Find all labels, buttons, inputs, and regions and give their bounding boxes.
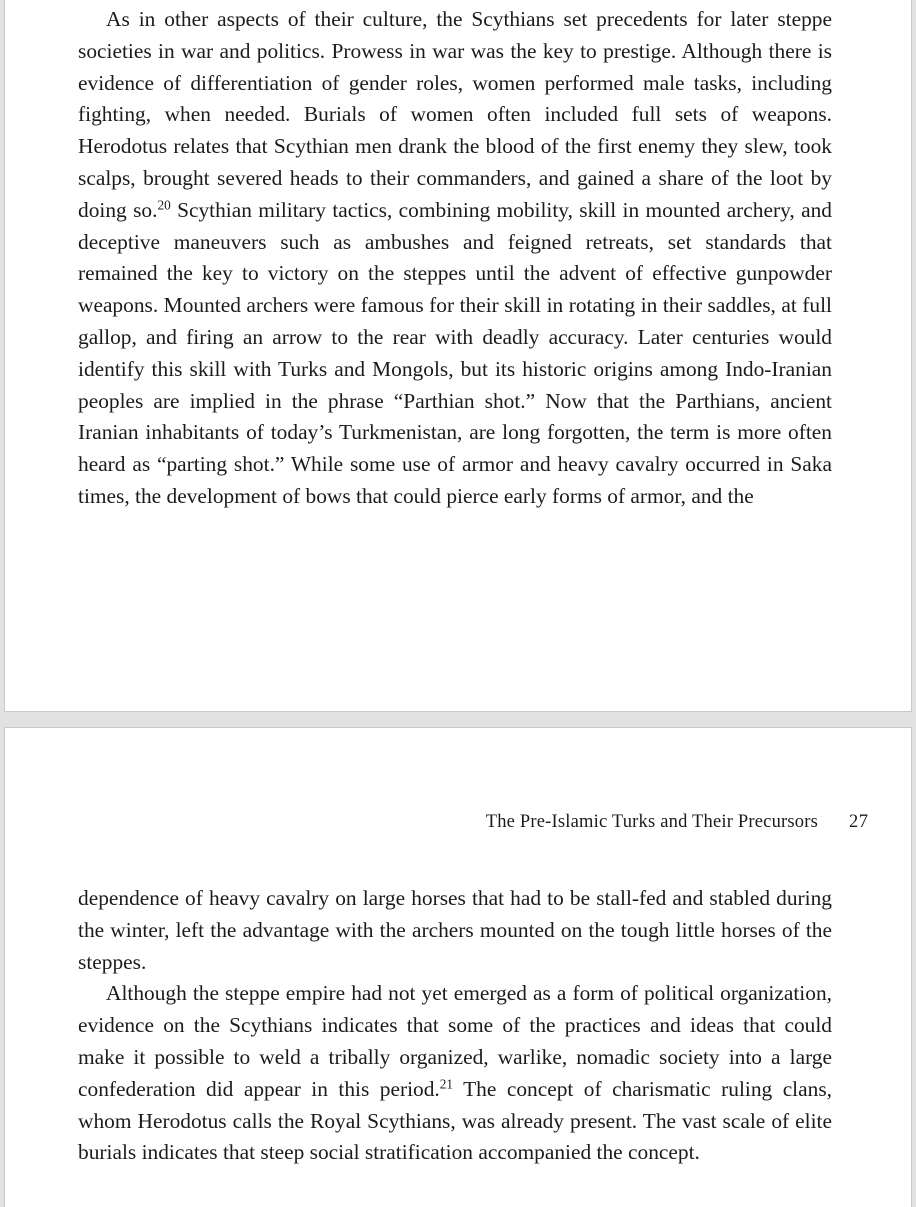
page-26-text (78, 4, 832, 513)
paragraph-text-cont: The concept of charismatic ruling clans, whom Herodotus calls the Royal Scythians, was already present. The vast scale of elite burials indicates that steep social stratification accompanied the concept. (78, 1076, 832, 1165)
paragraph-text: Although the steppe empire had not yet emerged as a form of political organization, evidence on the Scythians indicates that some of the practices and ideas that could make it possible to weld a tribally organized, warlike, nomadic society into a large confederation did appear in this period. (78, 981, 832, 1101)
paragraph-heavy-cavalry: dependence of heavy cavalry on large horses that had to be stall-fed and stabled during the winter, left the advantage with the archers mounted on the tough little horses of the steppes. (78, 886, 832, 974)
paragraph-scythian-warfare (78, 4, 832, 513)
running-head: The Pre-Islamic Turks and Their Precursors (485, 812, 818, 832)
page-number: 27 (849, 812, 869, 832)
paragraph-text-cont: Scythian military tactics, combining mobility, skill in mounted archery, and deceptive maneuvers such as ambushes and feigned retreats, set standards that remained the key to victory on the steppes until the advent of effective gunpowder weapons. Mounted archers were famous for their skill in rotating in their saddles, at full gallop, and firing an arrow to the rear with deadly accuracy. Later centuries would identify this skill with Turks and Mongols, but its historic origins among Indo-Iranian peoples are implied in the phrase “Parthian shot.” Now that the Parthians, ancient Iranian inhabitants of today’s Turkmenistan, are long forgotten, the term is more often heard as “parting shot.” While some use of armor and heavy cavalry occurred in Saka times, the development of bows that could pierce early forms of armor, and the (78, 197, 832, 508)
footnote-ref-21[interactable]: 21 (439, 1076, 454, 1092)
page-27-text (78, 883, 832, 1169)
page-26 (4, 0, 912, 712)
footnote-ref-20[interactable]: 20 (157, 197, 171, 213)
paragraph-text: As in other aspects of their culture, the Scythians set precedents for later steppe societies in war and politics. Prowess in war was the key to prestige. Although there is evidence of differentiation of gender roles, women performed male tasks, including fighting, when needed. Burials of women often included full sets of weapons. Herodotus relates that Scythian men drank the blood of the first enemy they slew, took scalps, brought severed heads to their commanders, and gained a share of the loot by doing so. (78, 7, 832, 222)
paragraph-steppe-empire (78, 978, 832, 1169)
page-27 (4, 727, 912, 1207)
